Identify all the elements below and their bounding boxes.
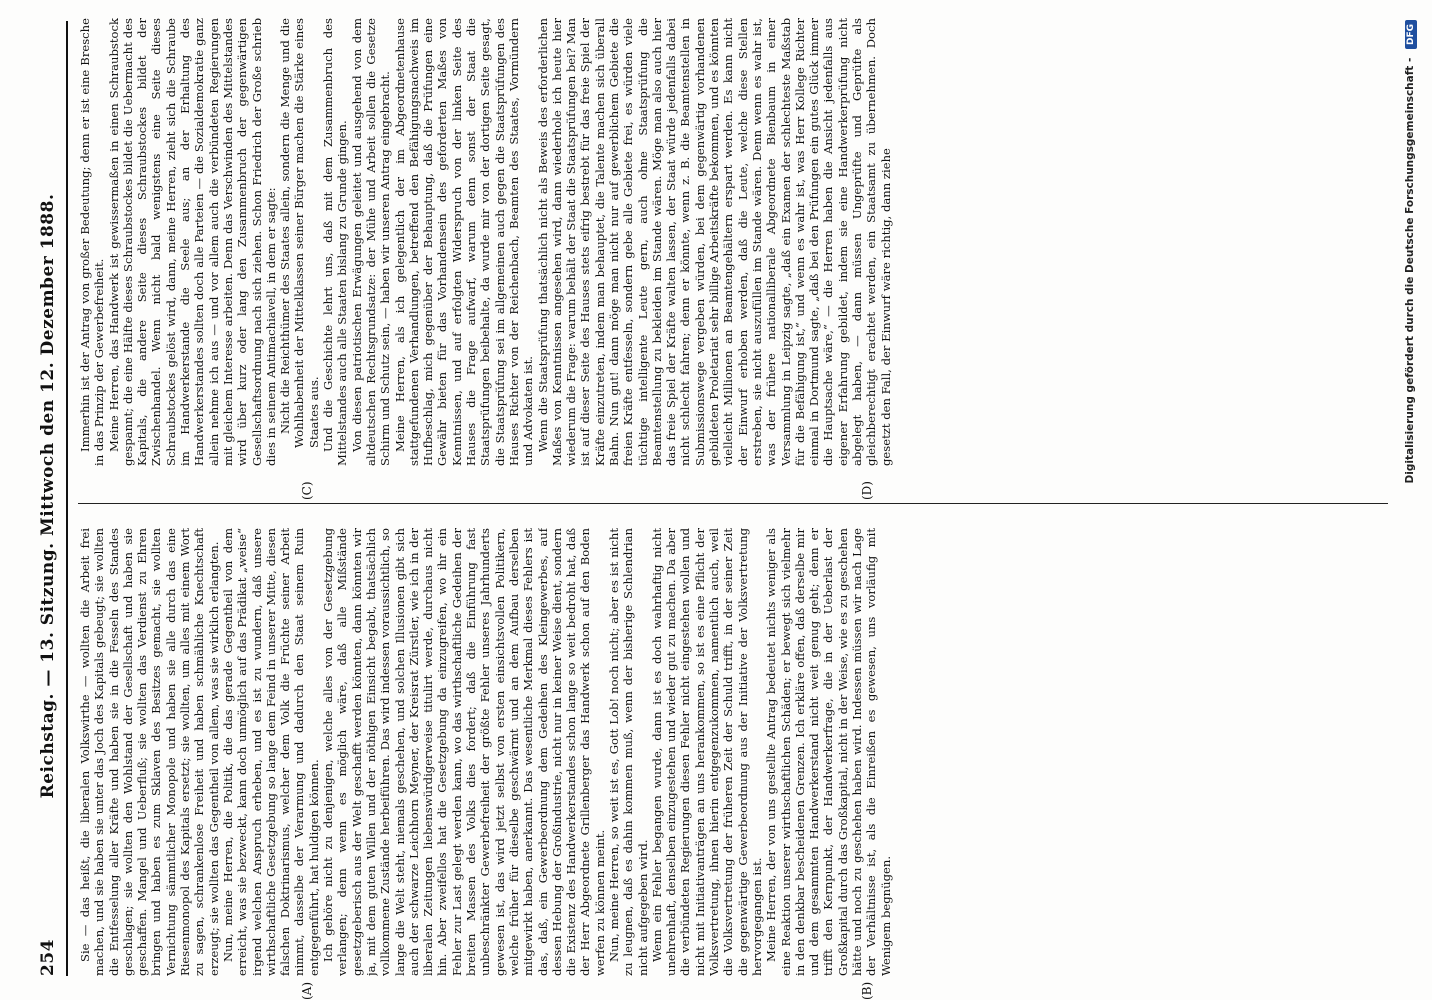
paragraph: Wenn die Staatsprüfung thatsächlich nicht als Beweis des erforderlichen Maßes von Kenntnissen angesehen wird, dann wiederhole ich heute hier wiederum die Frage: warum behält der Staat die Staatsprüfungen bei? Man ist auf dieser Seite des Hauses stets eifrig bestrebt für das freie Spiel der Kräfte einzutreten, indem man behauptet, die Talente machen sich überall Bahn. Nun gut! dann möge man nicht nur auf gewerblichem Gebiete die freien Kräfte entfesseln, sondern gebe alle Gebiete frei, es würden viele tüchtige intelligente Leute gern, auch ohne Staatsprüfung die Beamtenstellung zu bekleiden im Stande wären. Möge man also auch hier das freie Spiel der Kräfte walten lassen, der Staat würde jedenfalls dabei nicht schlecht fahren; denn er könnte, wenn z. B. die Beamtenstellen in Submissionswege vergeben würden, bei dem gegenwärtig vorhandenen gebildeten Proletariat sehr billige Arbeitskräfte bekommen, und es könnten vielleicht Millionen an Beamtengehältern erspart werden. Es kann nicht der Einwurf erhoben werden, daß die Leute, welche diese Stellen erstreben, sie nicht auszufüllen im Stande wären. Denn wenn es wahr ist, was der frühere nationalliberale Abgeordnete Bienbaum in einer Versammlung in Leipzig sagte, „daß ein Examen der schlechteste Maßstab für die Befähigung ist,“ und wenn es wahr ist, was Herr Kollege Richter einmal in Dortmund sagte, „daß bei den Prüfungen ein gutes Glück immer die Hauptsache wäre,“ — die Herren haben die Ansicht jedenfalls aus eigener Erfahrung gebildet, indem sie eine Handwerkerprüfung nicht abgelegt haben, — dann müssen Ungeprüfte und Geprüfte als gleichberechtigt erachtet werden, ein Staatsamt zu übernehmen. Doch gesetzt den Fall, der Einwurf wäre richtig, dann ziehe [535, 18, 893, 466]
margin-marker-b: (B) [860, 981, 874, 1000]
quote: Nicht die Reichthümer des Staates allein, sondern die Menge und die Wohlhabenheit der Mittelklassen seiner Bürger machen die Stärke eines Staates aus. [278, 18, 321, 448]
paragraph: Nun, meine Herren, die Politik, die das gerade Gegentheil von dem erreicht, was sie bezweckt, kann doch unmöglich auf das Prädikat „weise“ irgend welchen Anspruch erheben, und es ist zu wundern, daß unsere wirthschaftliche Gesetzgebung so lange dem Feind in unserer Mitte, diesen falschen Doktrinarismus, welcher dem Volk die Früchte seiner Arbeit nimmt, dasselbe der Verarmung und dadurch den Staat seinem Ruin entgegenführt, hat huldigen können. [220, 528, 321, 976]
right-column [78, 18, 1388, 466]
digitization-credit [1404, 20, 1417, 620]
margin-marker-a: (A) [300, 981, 314, 1000]
credit-text: Digitalisierung gefördert durch die Deutsche Forschungsgemeinschaft - [1404, 57, 1416, 484]
page-header [30, 16, 64, 976]
paragraph: Ich gehöre nicht zu denjenigen, welche alles von der Gesetzgebung verlangen; denn wenn es möglich wäre, daß alle Mißstände gesetzgeberisch aus der Welt geschafft werden könnten, dann könnten wir ja, mit dem guten Willen und der nöthigen Einsicht begabt, thatsächlich vollkommene Zustände herbeiführen. Das wird indessen voraussichtlich, so lange die Welt steht, niemals geschehen, und solchen Illusionen gibt sich auch der schwarze Leichhorn Meyner, der Kreisrat Zürstler, wie ich in der liberalen Zeitungen liebenswürdigerweise titulirt werde, durchaus nicht hin. Aber zweifellos hat die Gesetzgebung da einzugreifen, wo ihr ein Fehler zur Last gelegt werden kann, wo das wirthschaftliche Gedeihen der breiten Massen des Volks dies fordert; daß die Einführung fast unbeschränkter Gewerbefreiheit der größte Fehler unseres Jahrhunderts gewesen ist, das wird jetzt selbst von ersten einsichtsvollen Politikern, welche früher für dieselbe geschwärmt und an dem Aufbau derselben mitgewirkt haben, anerkannt. Das wesentliche Merkmal dieses Fehlers ist das, daß, ein Gewerbeordnung dem Gedeihen des Kleingewerbes, auf dessen Hebung der Großindustrie, nicht nur in keiner Weise dient, sondern die Existenz des Handwerkerstandes schon lange so weit bedroht hat, daß der Herr Abgeordnete Grillenberger das Handwerk schon auf den Boden werfen zu können meint. [321, 528, 607, 976]
page-number: 254 [38, 939, 58, 976]
margin-marker-c: (C) [300, 481, 314, 500]
paragraph: Meine Herren, das Handwerk ist gewissermaßen in einen Schraubstock gespannt; die eine Hälfte dieses Schraubstockes bildet die Uebermacht des Kapitals, die andere Seite dieses Schraubstockes bildet der Zwischenhandel. Wenn nicht bald wenigstens eine Seite dieses Schraubstockes gelöst wird, dann, meine Herren, zieht sich die Schraube im Handwerkerstande die Seele aus; an der Erhaltung des Handwerkerstandes sollten doch alle Parteien — die Sozialdemokratie ganz allein nehme ich aus — und vor allem auch die verbündeten Regierungen mit gleichem Interesse arbeiten. Denn das Verschwinden des Mittelstandes wird über kurz oder lang den Zusammenbruch der gegenwärtigen Gesellschaftsordnung nach sich ziehen. Schon Friedrich der Große schrieb dies in seinem Antimachiavell, in dem er sagte: [106, 18, 278, 466]
paragraph: Nun, meine Herren, so weit ist es, Gott Lob! noch nicht; aber es ist nicht zu leugnen, daß es dahin kommen muß, wenn der bisherige Schlendrian nicht aufgegeben wird. [606, 528, 650, 976]
paragraph: Meine Herren, der von uns gestellte Antrag bedeutet nichts weniger als eine Reaktion unserer wirthschaftlichen Schäden; er bewegt sich vielmehr in den denkbar bescheidenen Grenzen. Ich erkläre offen, daß derselbe mir und dem gesammten Handwerkerstand nicht weit genug geht; denn er trifft den Kernpunkt, der Handwerkerfrage, die in der Ueberlast der Großkapital durch das Großkapital, nicht in der Weise, wie es zu geschehen hätte und noch zu geschehen haben wird. Indessen müssen wir nach Lage der Verhältnisse ist, als die Einreißen es gewesen, uns vorläufig mit Wenigem begnügen. [764, 528, 893, 976]
paragraph: Von diesen patriotischen Erwägungen geleitet und ausgehend von dem altdeutschen Rechtsgrundsatze: der Mühe und Arbeit sollen die Gesetze Schirm und Schutz sein, — haben wir unseren Antrag eingebracht. [349, 18, 393, 466]
left-column [78, 528, 1388, 976]
paragraph: Und die Geschichte lehrt uns, daß mit dem Zusammenbruch des Mittelstandes auch alle Staaten bislang zu Grunde gingen. [321, 18, 350, 466]
dfg-logo: DFG [1405, 20, 1417, 49]
paragraph: Meine Herren, als ich gelegentlich der im Abgeordnetenhause stattgefundenen Verhandlungen, betreffend den Befähigungsnachweis im Hufbeschlag, mich gegenüber der Behauptung, daß die Prüfungen eine Gewähr bieten für das Vorhandensein des geforderten Maßes von Kenntnissen, und auf erfolgten Widerspruch von der linken Seite des Hauses die Frage aufwarf, warum denn sonst der Staat die Staatsprüfungen beibehalte, da wurde mir von der dortigen Seite gesagt, die Staatsprüfung sei im allgemeinen auch gegen die Staatsprüfungen des Hauses Richter von der Reichenbach, Beamten des Staates, Vormündern und Advokaten ist. [392, 18, 536, 466]
paragraph: Sie — das heißt, die liberalen Volkswirthe — wollten die Arbeit frei machen, und sie haben sie unter das Joch des Kapitals gebeugt; sie wollten die Entfesselung aller Kräfte und haben sie in die Fesseln des Standes geschlagen; sie wollten den Wohlstand der Gesellschaft und haben sie geschaffen. Mangel und Ueberfluß; sie wollten das Verdienst zu Ehren bringen und haben es zum Sklaven des Besitzes gemacht, sie wollten Vernichtung sämmtlicher Monopole und haben sie alle durch das eine Riesenmonopol des Kapitals ersetzt; sie wollten, um alles mit einem Wort zu sagen, schrankenlose Freiheit und haben schmähliche Knechtschaft erzeugt; sie wollten das Gegentheil von allem, was sie wirklich erlangten. [78, 528, 221, 976]
running-head: Reichstag. — 13. Sitzung. Mittwoch den 12. Dezember 1888. [38, 193, 58, 799]
paragraph: Wenn ein Fehler begangen wurde, dann ist es doch wahrhaftig nicht unehrenhaft, denselben einzugestehen und wieder gut zu machen. Da aber die verbündeten Regierungen diesen Fehler nicht eingestehen wollen und nicht mit Initiativanträgen an uns herankommen, so ist es eine Pflicht der Volksvertretung, ihnen hierin entgegenzukommen, namentlich auch, weil die Volksvertretung der früheren Zeit der Schuld trifft, in der seiner Zeit die gegenwärtige Gewerbeordnung aus der Initiative der Volksvertretung hervorgegangen ist. [649, 528, 764, 976]
header-rule [66, 21, 68, 976]
margin-marker-d: (D) [860, 481, 874, 500]
paragraph: Immerhin ist der Antrag von großer Bedeutung; denn er ist eine Bresche in das Prinzip der Gewerbefreiheit. [78, 18, 107, 466]
column-divider [78, 503, 1388, 504]
